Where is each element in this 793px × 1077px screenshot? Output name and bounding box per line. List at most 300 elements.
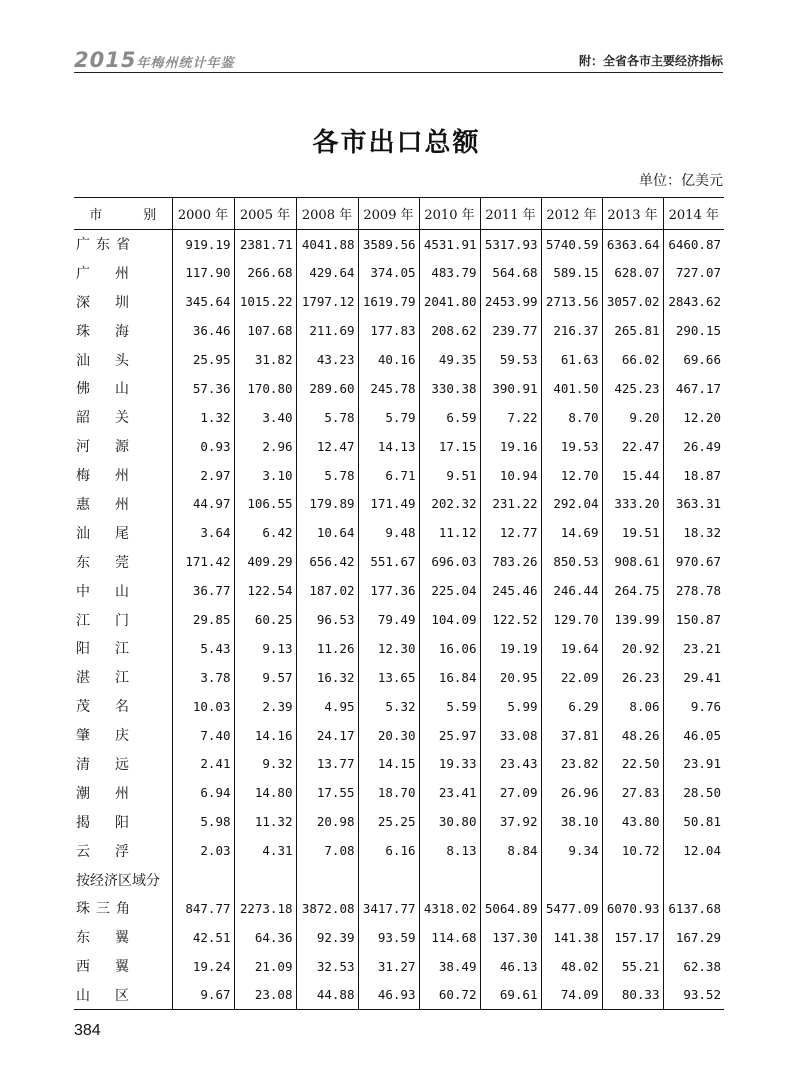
table-cell: 10.94 — [480, 461, 541, 490]
table-cell: 42.51 — [172, 923, 234, 952]
table-cell: 12.47 — [296, 432, 358, 461]
table-cell: 5.99 — [480, 692, 541, 721]
table-cell — [234, 865, 296, 894]
table-cell: 57.36 — [172, 374, 234, 403]
table-cell: 60.25 — [234, 605, 296, 634]
table-row — [74, 547, 724, 576]
table-cell: 16.32 — [296, 663, 358, 692]
column-header-year: 2010 年 — [419, 198, 480, 230]
table-cell — [480, 865, 541, 894]
table-cell: 20.95 — [480, 663, 541, 692]
table-cell: 22.47 — [602, 432, 663, 461]
column-header-year: 2013 年 — [602, 198, 663, 230]
table-cell: 264.75 — [602, 576, 663, 605]
row-label: 东翼 — [76, 930, 154, 947]
table-cell: 107.68 — [234, 316, 296, 345]
table-row — [74, 923, 724, 952]
table-cell: 266.68 — [234, 258, 296, 287]
table-cell: 2273.18 — [234, 894, 296, 923]
table-cell: 3872.08 — [296, 894, 358, 923]
table-cell: 289.60 — [296, 374, 358, 403]
table-cell: 3417.77 — [358, 894, 419, 923]
table-cell: 27.83 — [602, 778, 663, 807]
table-cell: 33.08 — [480, 721, 541, 750]
table-cell: 23.21 — [663, 634, 724, 663]
table-cell: 5.59 — [419, 692, 480, 721]
table-cell: 19.16 — [480, 432, 541, 461]
table-cell: 179.89 — [296, 490, 358, 519]
table-cell: 18.87 — [663, 461, 724, 490]
table-cell: 5.43 — [172, 634, 234, 663]
table-cell: 4318.02 — [419, 894, 480, 923]
table-cell: 62.38 — [663, 952, 724, 981]
table-row — [74, 865, 724, 894]
table-cell: 5.79 — [358, 403, 419, 432]
table-cell: 93.59 — [358, 923, 419, 952]
page-title: 各市出口总额 — [312, 128, 481, 158]
table-cell: 208.62 — [419, 316, 480, 345]
row-label: 梅州 — [76, 468, 154, 485]
table-cell: 55.21 — [602, 952, 663, 981]
table-cell: 12.04 — [663, 836, 724, 865]
table-cell: 919.19 — [172, 230, 234, 259]
table-cell: 21.09 — [234, 952, 296, 981]
table-cell: 14.16 — [234, 721, 296, 750]
table-cell: 12.20 — [663, 403, 724, 432]
table-cell: 139.99 — [602, 605, 663, 634]
table-cell: 3.64 — [172, 518, 234, 547]
row-label: 中山 — [76, 583, 154, 600]
table-cell: 330.38 — [419, 374, 480, 403]
table-cell: 7.08 — [296, 836, 358, 865]
table-cell: 44.97 — [172, 490, 234, 519]
table-cell: 6363.64 — [602, 230, 663, 259]
table-row — [74, 258, 724, 287]
table-cell: 2.96 — [234, 432, 296, 461]
table-cell: 23.82 — [541, 750, 602, 779]
section-title: 附：全省各市主要经济指标 — [578, 54, 723, 68]
table-cell: 27.09 — [480, 778, 541, 807]
table-cell: 3.10 — [234, 461, 296, 490]
row-label: 广州 — [76, 265, 154, 282]
table-cell: 483.79 — [419, 258, 480, 287]
table-cell: 26.96 — [541, 778, 602, 807]
row-label: 珠三角 — [76, 901, 136, 918]
table-cell: 2.97 — [172, 461, 234, 490]
table-cell: 401.50 — [541, 374, 602, 403]
table-row — [74, 576, 724, 605]
table-cell: 19.51 — [602, 518, 663, 547]
table-cell: 239.77 — [480, 316, 541, 345]
table-cell: 3057.02 — [602, 287, 663, 316]
table-cell: 9.20 — [602, 403, 663, 432]
table-cell: 12.30 — [358, 634, 419, 663]
row-label: 肇庆 — [76, 728, 154, 745]
row-label: 韶关 — [76, 410, 154, 427]
table-cell: 345.64 — [172, 287, 234, 316]
row-label: 按经济区域分 — [76, 872, 160, 889]
row-label: 汕尾 — [76, 525, 154, 542]
table-cell: 6137.68 — [663, 894, 724, 923]
book-name: 年梅州统计年鉴 — [136, 56, 235, 71]
table-cell: 104.09 — [419, 605, 480, 634]
table-cell: 141.38 — [541, 923, 602, 952]
table-cell: 8.84 — [480, 836, 541, 865]
row-label: 佛山 — [76, 381, 154, 398]
table-cell: 46.13 — [480, 952, 541, 981]
table-row — [74, 374, 724, 403]
row-label: 江门 — [76, 612, 154, 629]
table-row — [74, 750, 724, 779]
table-cell: 106.55 — [234, 490, 296, 519]
table-cell: 231.22 — [480, 490, 541, 519]
table-cell: 216.37 — [541, 316, 602, 345]
table-cell: 908.61 — [602, 547, 663, 576]
table-cell: 177.36 — [358, 576, 419, 605]
table-body — [74, 230, 724, 1010]
table-cell: 3.40 — [234, 403, 296, 432]
table-cell: 46.93 — [358, 981, 419, 1010]
row-label: 河源 — [76, 439, 154, 456]
table-cell: 11.12 — [419, 518, 480, 547]
row-label: 深圳 — [76, 294, 154, 311]
book-title — [74, 48, 234, 72]
table-cell: 2713.56 — [541, 287, 602, 316]
table-cell: 24.17 — [296, 721, 358, 750]
table-cell: 5.98 — [172, 807, 234, 836]
table-cell: 1015.22 — [234, 287, 296, 316]
table-cell: 4.31 — [234, 836, 296, 865]
table-cell: 137.30 — [480, 923, 541, 952]
table-cell: 29.85 — [172, 605, 234, 634]
table-cell: 38.10 — [541, 807, 602, 836]
table-cell: 25.25 — [358, 807, 419, 836]
table-cell: 9.32 — [234, 750, 296, 779]
row-label: 汕头 — [76, 352, 154, 369]
table-cell: 467.17 — [663, 374, 724, 403]
table-cell: 12.70 — [541, 461, 602, 490]
table-row — [74, 230, 724, 259]
table-cell: 429.64 — [296, 258, 358, 287]
table-row — [74, 778, 724, 807]
table-row — [74, 518, 724, 547]
table-cell: 31.27 — [358, 952, 419, 981]
table-cell: 11.32 — [234, 807, 296, 836]
table-cell: 30.80 — [419, 807, 480, 836]
table-cell: 16.06 — [419, 634, 480, 663]
unit-label: 单位：亿美元 — [639, 173, 723, 189]
table-cell: 157.17 — [602, 923, 663, 952]
table-cell: 48.02 — [541, 952, 602, 981]
table-cell: 246.44 — [541, 576, 602, 605]
table-row — [74, 807, 724, 836]
table-cell: 23.91 — [663, 750, 724, 779]
table-cell: 44.88 — [296, 981, 358, 1010]
table-cell: 19.19 — [480, 634, 541, 663]
table-cell: 37.92 — [480, 807, 541, 836]
table-cell: 656.42 — [296, 547, 358, 576]
table-cell: 1619.79 — [358, 287, 419, 316]
table-cell: 2041.80 — [419, 287, 480, 316]
column-header-year: 2005 年 — [234, 198, 296, 230]
table-cell: 9.48 — [358, 518, 419, 547]
table-cell: 6.94 — [172, 778, 234, 807]
table-row — [74, 634, 724, 663]
table-cell: 60.72 — [419, 981, 480, 1010]
table-cell: 61.63 — [541, 345, 602, 374]
table-cell: 74.09 — [541, 981, 602, 1010]
table-cell: 374.05 — [358, 258, 419, 287]
table-cell: 4041.88 — [296, 230, 358, 259]
table-cell: 6460.87 — [663, 230, 724, 259]
table-cell: 23.41 — [419, 778, 480, 807]
table-cell: 15.44 — [602, 461, 663, 490]
table-cell: 6070.93 — [602, 894, 663, 923]
table-cell: 80.33 — [602, 981, 663, 1010]
table-cell: 114.68 — [419, 923, 480, 952]
table-cell: 36.77 — [172, 576, 234, 605]
row-label: 潮州 — [76, 785, 154, 802]
table-cell: 409.29 — [234, 547, 296, 576]
table-cell: 20.98 — [296, 807, 358, 836]
table-cell: 10.72 — [602, 836, 663, 865]
table-row — [74, 605, 724, 634]
table-cell: 11.26 — [296, 634, 358, 663]
table-cell: 129.70 — [541, 605, 602, 634]
table-cell: 19.64 — [541, 634, 602, 663]
table-cell: 20.92 — [602, 634, 663, 663]
table-cell: 49.35 — [419, 345, 480, 374]
running-header — [74, 46, 723, 73]
table-cell: 9.13 — [234, 634, 296, 663]
table-cell: 8.13 — [419, 836, 480, 865]
table-cell: 36.46 — [172, 316, 234, 345]
table-cell: 211.69 — [296, 316, 358, 345]
table-cell: 278.78 — [663, 576, 724, 605]
table-cell: 25.97 — [419, 721, 480, 750]
table-cell: 7.22 — [480, 403, 541, 432]
table-cell: 8.70 — [541, 403, 602, 432]
table-cell: 225.04 — [419, 576, 480, 605]
column-header-city: 市 别 — [74, 198, 172, 230]
table-cell: 48.26 — [602, 721, 663, 750]
column-header-year: 2014 年 — [663, 198, 724, 230]
table-cell: 13.65 — [358, 663, 419, 692]
table-cell: 187.02 — [296, 576, 358, 605]
table-cell: 628.07 — [602, 258, 663, 287]
row-label: 珠海 — [76, 323, 154, 340]
table-cell: 19.24 — [172, 952, 234, 981]
table-cell: 32.53 — [296, 952, 358, 981]
table-cell: 589.15 — [541, 258, 602, 287]
table-cell: 16.84 — [419, 663, 480, 692]
table-cell: 333.20 — [602, 490, 663, 519]
table-cell: 564.68 — [480, 258, 541, 287]
table-cell: 696.03 — [419, 547, 480, 576]
column-header-year: 2011 年 — [480, 198, 541, 230]
row-label: 惠州 — [76, 496, 154, 513]
table-cell — [663, 865, 724, 894]
table-cell: 9.51 — [419, 461, 480, 490]
table-cell: 245.78 — [358, 374, 419, 403]
table-cell: 5317.93 — [480, 230, 541, 259]
table-cell: 6.59 — [419, 403, 480, 432]
table-cell: 783.26 — [480, 547, 541, 576]
table-cell: 66.02 — [602, 345, 663, 374]
table-cell: 79.49 — [358, 605, 419, 634]
table-cell: 202.32 — [419, 490, 480, 519]
table-cell: 265.81 — [602, 316, 663, 345]
page-number: 384 — [74, 1022, 101, 1039]
table-row — [74, 692, 724, 721]
table-cell: 2.03 — [172, 836, 234, 865]
table-cell: 2.41 — [172, 750, 234, 779]
table-cell: 37.81 — [541, 721, 602, 750]
table-cell: 31.82 — [234, 345, 296, 374]
row-label: 东莞 — [76, 554, 154, 571]
table-header-row — [74, 198, 724, 230]
table-cell: 22.09 — [541, 663, 602, 692]
table-cell — [296, 865, 358, 894]
table-cell: 150.87 — [663, 605, 724, 634]
table-cell: 390.91 — [480, 374, 541, 403]
table-cell: 22.50 — [602, 750, 663, 779]
table-cell: 551.67 — [358, 547, 419, 576]
table-cell: 13.77 — [296, 750, 358, 779]
table-cell: 5740.59 — [541, 230, 602, 259]
table-cell: 7.40 — [172, 721, 234, 750]
table-cell: 727.07 — [663, 258, 724, 287]
table-cell: 5.78 — [296, 403, 358, 432]
table-cell: 850.53 — [541, 547, 602, 576]
table-cell — [541, 865, 602, 894]
table-cell: 177.83 — [358, 316, 419, 345]
table-cell: 92.39 — [296, 923, 358, 952]
table-cell: 23.43 — [480, 750, 541, 779]
column-header-year: 2012 年 — [541, 198, 602, 230]
table-cell: 38.49 — [419, 952, 480, 981]
table-cell: 69.66 — [663, 345, 724, 374]
table-cell: 14.80 — [234, 778, 296, 807]
table-cell — [419, 865, 480, 894]
table-cell: 171.42 — [172, 547, 234, 576]
row-label: 山区 — [74, 981, 172, 1010]
table-cell: 18.70 — [358, 778, 419, 807]
table-cell: 847.77 — [172, 894, 234, 923]
table-row — [74, 287, 724, 316]
table-cell: 2453.99 — [480, 287, 541, 316]
table-cell: 1.32 — [172, 403, 234, 432]
table-cell: 5477.09 — [541, 894, 602, 923]
table-cell: 10.03 — [172, 692, 234, 721]
table-cell: 14.69 — [541, 518, 602, 547]
table-row — [74, 836, 724, 865]
table-cell — [358, 865, 419, 894]
table-cell: 292.04 — [541, 490, 602, 519]
table-cell: 6.42 — [234, 518, 296, 547]
table-cell: 8.06 — [602, 692, 663, 721]
table-cell: 363.31 — [663, 490, 724, 519]
table-row — [74, 490, 724, 519]
table-cell — [172, 865, 234, 894]
table-cell: 4531.91 — [419, 230, 480, 259]
table-cell: 122.54 — [234, 576, 296, 605]
table-cell: 425.23 — [602, 374, 663, 403]
table-cell: 10.64 — [296, 518, 358, 547]
table-cell: 290.15 — [663, 316, 724, 345]
row-label: 清远 — [76, 756, 154, 773]
export-table — [74, 197, 724, 1010]
table-cell: 1797.12 — [296, 287, 358, 316]
column-header-year: 2008 年 — [296, 198, 358, 230]
table-cell: 2381.71 — [234, 230, 296, 259]
table-cell: 6.71 — [358, 461, 419, 490]
table-cell: 122.52 — [480, 605, 541, 634]
table-cell: 12.77 — [480, 518, 541, 547]
table-cell: 46.05 — [663, 721, 724, 750]
table-cell: 25.95 — [172, 345, 234, 374]
table-row — [74, 432, 724, 461]
table-cell: 2843.62 — [663, 287, 724, 316]
table-cell: 64.36 — [234, 923, 296, 952]
table-cell: 4.95 — [296, 692, 358, 721]
table-cell: 5.32 — [358, 692, 419, 721]
row-label: 湛江 — [76, 670, 154, 687]
table-cell: 14.13 — [358, 432, 419, 461]
table-cell: 170.80 — [234, 374, 296, 403]
table-cell: 40.16 — [358, 345, 419, 374]
row-label: 揭阳 — [76, 814, 154, 831]
table-cell — [602, 865, 663, 894]
table-cell: 171.49 — [358, 490, 419, 519]
table-cell: 5.78 — [296, 461, 358, 490]
book-year: 2015 — [74, 48, 137, 72]
row-label: 西翼 — [76, 959, 154, 976]
table-cell: 5064.89 — [480, 894, 541, 923]
table-cell: 26.49 — [663, 432, 724, 461]
table-cell: 29.41 — [663, 663, 724, 692]
table-cell: 93.52 — [663, 981, 724, 1010]
table-cell: 3.78 — [172, 663, 234, 692]
table-cell: 26.23 — [602, 663, 663, 692]
row-label: 广东省 — [76, 237, 136, 254]
table-cell: 245.46 — [480, 576, 541, 605]
table-cell: 6.29 — [541, 692, 602, 721]
table-cell: 0.93 — [172, 432, 234, 461]
table-row — [74, 981, 724, 1010]
table-cell: 18.32 — [663, 518, 724, 547]
table-cell: 28.50 — [663, 778, 724, 807]
table-cell: 96.53 — [296, 605, 358, 634]
table-cell: 19.53 — [541, 432, 602, 461]
table-cell: 117.90 — [172, 258, 234, 287]
table-cell: 3589.56 — [358, 230, 419, 259]
table-cell: 9.34 — [541, 836, 602, 865]
table-row — [74, 403, 724, 432]
table-row — [74, 316, 724, 345]
column-header-year: 2009 年 — [358, 198, 419, 230]
table-cell: 19.33 — [419, 750, 480, 779]
table-row — [74, 721, 724, 750]
table-cell: 6.16 — [358, 836, 419, 865]
table-cell: 9.57 — [234, 663, 296, 692]
table-cell: 9.76 — [663, 692, 724, 721]
column-header-year: 2000 年 — [172, 198, 234, 230]
table-cell: 59.53 — [480, 345, 541, 374]
table-cell: 17.55 — [296, 778, 358, 807]
row-label: 云浮 — [76, 843, 154, 860]
table-cell: 167.29 — [663, 923, 724, 952]
